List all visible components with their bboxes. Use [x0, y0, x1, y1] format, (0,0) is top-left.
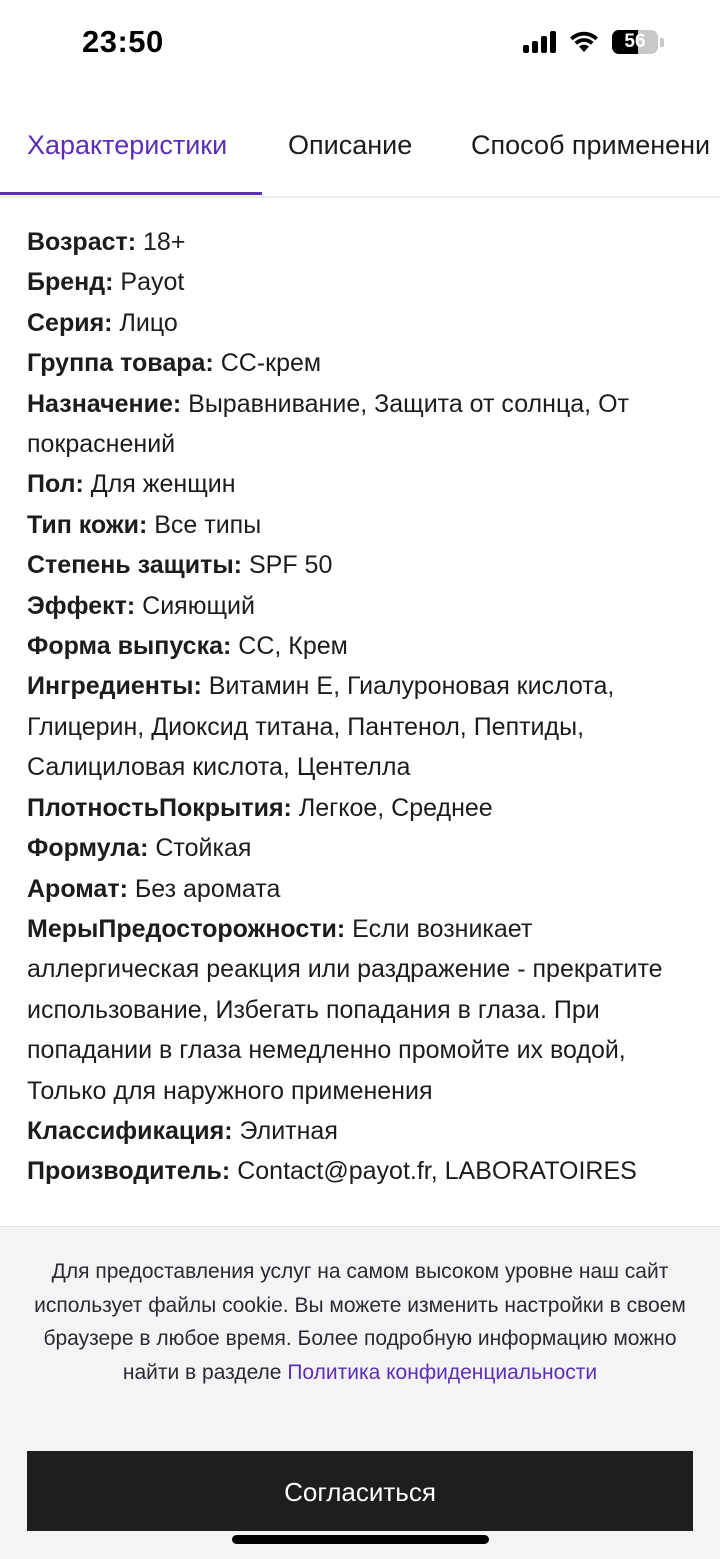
spec-row: [27, 626, 697, 666]
spec-key: Производитель:: [27, 1157, 231, 1186]
spec-row: [27, 666, 697, 787]
spec-row: [27, 222, 697, 262]
spec-row: [27, 869, 697, 909]
cookie-text: [26, 1255, 694, 1389]
spec-row: [27, 828, 697, 868]
spec-row: [27, 384, 697, 465]
spec-key: Степень защиты:: [27, 551, 243, 580]
spec-key: Серия:: [27, 308, 113, 337]
spec-key: Эффект:: [27, 591, 136, 620]
privacy-policy-link[interactable]: Политика конфиденциальности: [287, 1360, 598, 1384]
spec-key: Возраст:: [27, 228, 137, 256]
spec-row: [27, 505, 697, 545]
spec-row: [27, 1111, 697, 1151]
cookie-banner: [0, 1226, 720, 1559]
spec-key: Тип кожи:: [27, 510, 148, 539]
spec-row: [27, 464, 697, 504]
spec-row: [27, 262, 697, 302]
spec-value: Выравнивание, Защита от солнца, От покраснений: [27, 389, 629, 459]
spec-key: Формула:: [27, 834, 149, 863]
spec-value: Сияющий: [142, 591, 255, 620]
characteristics-list: [27, 222, 697, 1192]
spec-value: Витамин Е, Гиалуроновая кислота, Глицерин, Диоксид титана, Пантенол, Пептиды, Салициловая кислота, Центелла: [27, 672, 615, 782]
spec-key: Назначение:: [27, 389, 182, 418]
home-indicator: [232, 1535, 489, 1544]
tab-usage[interactable]: Способ применени: [471, 130, 711, 160]
status-time: 23:50: [82, 24, 164, 59]
signal-icon: [523, 31, 556, 53]
spec-key: Форма выпуска:: [27, 632, 232, 661]
battery-level: 56: [624, 31, 646, 52]
cookie-message: Для предоставления услуг на самом высоком уровне наш сайт использует файлы cookie. Вы можете изменить настройки в своем браузере в любое время. Более подробную информацию можно найти в разделе: [34, 1260, 686, 1384]
spec-value: Для женщин: [90, 470, 236, 499]
spec-value: СС, Крем: [238, 632, 348, 661]
battery-icon: [612, 30, 658, 54]
spec-row: [27, 545, 697, 585]
spec-value: Все типы: [154, 510, 262, 539]
tab-characteristics[interactable]: Характеристики: [27, 130, 228, 160]
spec-key: Классификация:: [27, 1116, 233, 1145]
spec-row: [27, 909, 697, 1111]
spec-key: МерыПредосторожности:: [27, 914, 346, 943]
spec-value: SPF 50: [248, 551, 333, 580]
status-icons: [523, 30, 664, 54]
spec-key: Ингредиенты:: [27, 672, 202, 701]
spec-value: Payot: [120, 268, 185, 297]
spec-value: Элитная: [239, 1116, 338, 1145]
spec-value: Стойкая: [155, 834, 252, 863]
spec-key: Аромат:: [27, 874, 128, 903]
spec-key: Пол:: [27, 470, 84, 499]
agree-button[interactable]: Согласиться: [27, 1451, 693, 1531]
spec-value: СС-крем: [220, 349, 322, 378]
spec-value: Лицо: [119, 308, 178, 337]
spec-row: [27, 788, 697, 828]
battery-cap: [660, 38, 664, 47]
spec-value: Без аромата: [134, 874, 281, 903]
spec-value: Легкое, Среднее: [298, 793, 493, 822]
tab-bar: [0, 110, 720, 198]
spec-key: Группа товара:: [27, 349, 214, 378]
wifi-icon: [568, 30, 600, 54]
spec-key: ПлотностьПокрытия:: [27, 793, 292, 822]
spec-value: Если возникает аллергическая реакция или раздражение - прекратите использование, Избегать попадания в глаза. При попадании в глаза немедленно промойте их водой, Только для наружного применения: [27, 914, 663, 1105]
spec-row: [27, 586, 697, 626]
spec-row: [27, 303, 697, 343]
active-tab-indicator: [0, 192, 262, 195]
spec-row: [27, 343, 697, 383]
spec-key: Бренд:: [27, 268, 114, 297]
spec-value: 18+: [143, 228, 186, 256]
spec-value: Contact@payot.fr, LABORATOIRES: [237, 1157, 637, 1186]
spec-row: [27, 1151, 697, 1191]
status-bar: [0, 0, 720, 90]
tab-description[interactable]: Описание: [288, 130, 413, 160]
